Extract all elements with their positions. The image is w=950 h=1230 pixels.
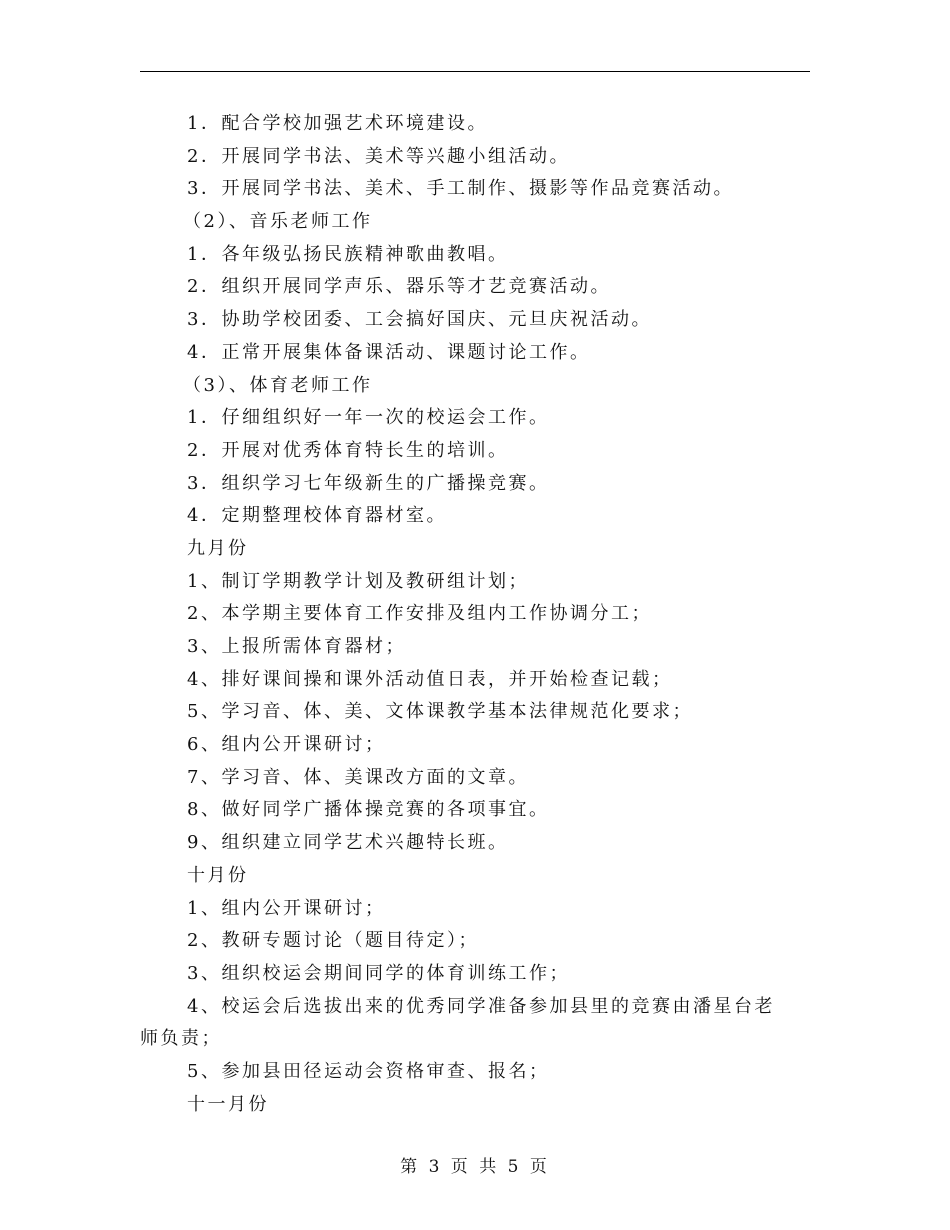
paragraph: 2、教研专题讨论（题目待定）； (187, 930, 479, 952)
paragraph: 9、组织建立同学艺术兴趣特长班。 (187, 832, 509, 854)
document-body (140, 108, 810, 1121)
month-heading: 十月份 (187, 864, 249, 886)
paragraph: 3、组织校运会期间同学的体育训练工作； (187, 962, 570, 984)
paragraph: 7、学习音、体、美课改方面的文章。 (187, 766, 529, 788)
paragraph: 1．配合学校加强艺术环境建设。 (187, 113, 488, 134)
page-footer: 第 3 页 共 5 页 (400, 1157, 550, 1177)
paragraph: 3．协助学校团委、工会搞好国庆、元旦庆祝活动。 (187, 309, 652, 331)
paragraph: 4、排好课间操和课外活动值日表，并开始检查记载； (187, 668, 673, 690)
paragraph: 5、学习音、体、美、文体课教学基本法律规范化要求； (187, 701, 693, 723)
section-heading: （3）、体育老师工作 (183, 374, 373, 396)
paragraph-continuation: 师负责； (140, 1028, 222, 1050)
paragraph: 8、做好同学广播体操竞赛的各项事宜。 (187, 799, 550, 821)
paragraph: 1．仔细组织好一年一次的校运会工作。 (187, 407, 550, 429)
paragraph: 3．组织学习七年级新生的广播操竞赛。 (187, 472, 550, 494)
paragraph: 1、组内公开课研讨； (187, 897, 386, 919)
paragraph: 3、上报所需体育器材； (187, 636, 406, 657)
paragraph: 2．开展同学书法、美术等兴趣小组活动。 (187, 145, 570, 167)
paragraph: 2．组织开展同学声乐、器乐等才艺竞赛活动。 (187, 276, 611, 298)
paragraph: 3．开展同学书法、美术、手工制作、摄影等作品竞赛活动。 (187, 178, 734, 200)
paragraph: 4．正常开展集体备课活动、课题讨论工作。 (187, 341, 591, 363)
paragraph: 4．定期整理校体育器材室。 (187, 505, 447, 527)
paragraph: 2．开展对优秀体育特长生的培训。 (187, 439, 509, 461)
paragraph: 1．各年级弘扬民族精神歌曲教唱。 (187, 243, 509, 265)
month-heading: 十一月份 (187, 1093, 269, 1115)
paragraph: 4、校运会后选拔出来的优秀同学准备参加县里的竞赛由潘星台老 (187, 995, 775, 1017)
paragraph: 5、参加县田径运动会资格审查、报名； (187, 1060, 550, 1082)
paragraph: 1、制订学期教学计划及教研组计划； (187, 570, 529, 592)
section-heading: （2）、音乐老师工作 (183, 211, 373, 233)
paragraph: 6、组内公开课研讨； (187, 734, 386, 756)
month-heading: 九月份 (187, 537, 249, 559)
paragraph: 2、本学期主要体育工作安排及组内工作协调分工； (187, 603, 652, 625)
header-rule (140, 71, 810, 72)
